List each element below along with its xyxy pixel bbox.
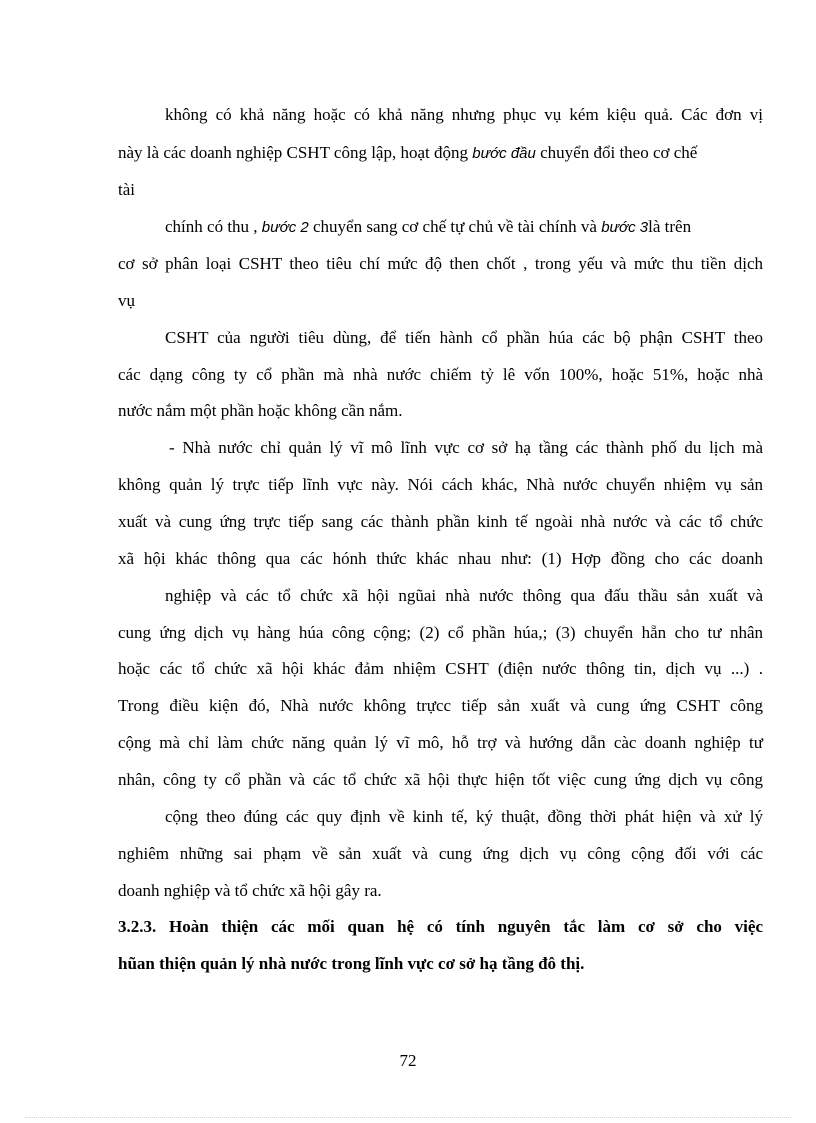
body-line: nhân, công ty cổ phần và các tổ chức xã hội thực hiện tốt việc cung ứng dịch vụ công: [118, 770, 763, 789]
page-bottom-divider: [25, 1117, 791, 1118]
body-line: hoặc các tổ chức xã hội khác đảm nhiệm CSHT (điện nước thông tin, dịch vụ ...) .: [118, 659, 763, 678]
italic-term: bước 3: [601, 219, 649, 236]
italic-term: bước đầu: [472, 145, 536, 162]
body-line: các dạng công ty cổ phần mà nhà nước chiếm tỷ lê vốn 100%, hoặc 51%, hoặc nhà: [118, 365, 763, 384]
italic-term: bước 2: [261, 219, 309, 236]
body-line: này là các doanh nghiệp CSHT công lập, hoạt động bước đầu chuyển đổi theo cơ chế: [118, 143, 698, 162]
body-line: không có khả năng hoặc có khả năng nhưng phục vụ kém kiệu quả. Các đơn vị: [165, 105, 763, 124]
body-line: Trong điều kiện đó, Nhà nước không trựcc tiếp sản xuất và cung ứng CSHT công: [118, 696, 763, 715]
body-line: nghiệp và các tổ chức xã hội ngũai nhà nước thông qua đấu thầu sản xuất và: [165, 586, 763, 605]
section-heading: hũan thiện quản lý nhà nước trong lĩnh vực cơ sở hạ tầng đô thị.: [118, 954, 585, 973]
body-line: nước nắm một phần hoặc không cần nắm.: [118, 401, 403, 420]
body-line: doanh nghiệp và tổ chức xã hội gây ra.: [118, 881, 382, 900]
body-line: - Nhà nước chỉ quản lý vĩ mô lĩnh vực cơ sở hạ tầng các thành phố du lịch mà: [169, 438, 763, 457]
body-line: xuất và cung ứng trực tiếp sang các thành phần kinh tế ngoài nhà nước và các tổ chức: [118, 512, 763, 531]
body-line: cung ứng dịch vụ hàng húa công cộng; (2) cổ phần húa,; (3) chuyển hẵn cho tư nhân: [118, 623, 763, 642]
body-line: nghiêm những sai phạm về sản xuất và cung ứng dịch vụ công cộng đối với các: [118, 844, 763, 863]
section-heading: 3.2.3. Hoàn thiện các mối quan hệ có tính nguyên tắc làm cơ sở cho việc: [118, 917, 763, 936]
body-line: xã hội khác thông qua các hónh thức khác nhau như: (1) Hợp đồng cho các doanh: [118, 549, 763, 568]
body-line: không quản lý trực tiếp lĩnh vực này. Nói cách khác, Nhà nước chuyển nhiệm vụ sản: [118, 475, 763, 494]
body-line: cộng mà chỉ làm chức năng quản lý vĩ mô, hỗ trợ và hướng dẫn càc doanh nghiệp tư: [118, 733, 763, 752]
body-line: cơ sở phân loại CSHT theo tiêu chí mức độ then chốt , trong yếu và mức thu tiền dịch: [118, 254, 763, 273]
body-line: tài: [118, 180, 135, 199]
body-line: chính có thu , bước 2 chuyển sang cơ chế tự chủ về tài chính và bước 3là trên: [165, 217, 692, 236]
body-line: vụ: [118, 291, 135, 310]
body-line: CSHT của người tiêu dùng, để tiến hành cổ phần húa các bộ phận CSHT theo: [165, 328, 763, 347]
body-line: cộng theo đúng các quy định về kinh tế, ký thuật, đồng thời phát hiện và xử lý: [165, 807, 763, 826]
page-number: 72: [399, 1051, 417, 1070]
